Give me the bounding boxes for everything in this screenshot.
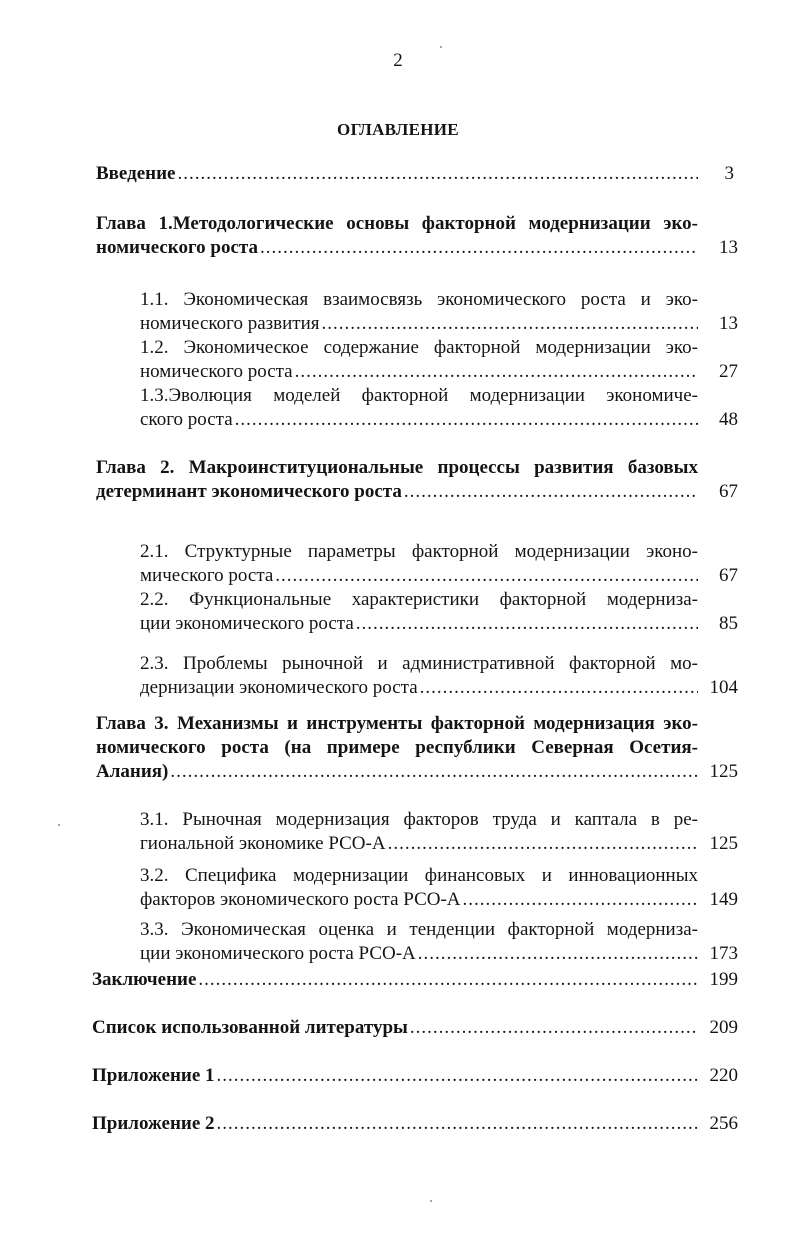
toc-page-number: 13 bbox=[719, 313, 738, 334]
toc-entry-title-line: мического роста bbox=[140, 565, 274, 586]
toc-entry-title-line: номического развития bbox=[140, 313, 320, 334]
toc-page-number: 125 bbox=[709, 833, 738, 854]
toc-entry-title-line: 1.3.Эволюция моделей факторной модернизации экономиче- bbox=[140, 385, 698, 406]
toc-entry-title-line: гиональной экономике РСО-А bbox=[140, 833, 386, 854]
toc-entry-title-line: ского роста bbox=[140, 409, 233, 430]
toc-entry-title-line: Глава 3. Механизмы и инструменты факторной модернизация эко- bbox=[96, 713, 698, 734]
toc-page-number: 104 bbox=[709, 677, 738, 698]
toc-entry-title-line: 3.2. Специфика модернизации финансовых и инновационных bbox=[140, 865, 698, 886]
toc-page-number: 220 bbox=[709, 1065, 738, 1086]
toc-page-number: 48 bbox=[719, 409, 738, 430]
toc-page-number: 13 bbox=[719, 237, 738, 258]
toc-entry-title-line: Алания) bbox=[96, 761, 169, 782]
toc-title: ОГЛАВЛЕНИЕ bbox=[337, 120, 459, 139]
toc-entry-title-line: 2.2. Функциональные характеристики факторной модерниза- bbox=[140, 589, 698, 610]
toc-page-number: 85 bbox=[719, 613, 738, 634]
toc-page-number: 149 bbox=[709, 889, 738, 910]
toc-entry-title: Приложение 2 bbox=[92, 1113, 215, 1134]
toc-page-number: 27 bbox=[719, 361, 738, 382]
toc-entry-title: Введение bbox=[96, 163, 176, 184]
toc-entry-title: Заключение bbox=[92, 969, 197, 990]
scan-speck bbox=[430, 1200, 432, 1202]
toc-entry-title-line: ции экономического роста РСО-А bbox=[140, 943, 416, 964]
scan-speck bbox=[58, 824, 60, 826]
toc-entry-title-line: номического роста bbox=[140, 361, 293, 382]
toc-page-number: 125 bbox=[709, 761, 738, 782]
toc-entry-title-line: дернизации экономического роста bbox=[140, 677, 418, 698]
toc-entry-title-line: 2.3. Проблемы рыночной и административной факторной мо- bbox=[140, 653, 698, 674]
toc-entry-title-line: Глава 1.Методологические основы факторной модернизации эко- bbox=[96, 213, 698, 234]
toc-page-number: 173 bbox=[709, 943, 738, 964]
toc-entry-title: Список использованной литературы bbox=[92, 1017, 408, 1038]
toc-page-number: 199 bbox=[709, 969, 738, 990]
toc-entry-title-line: 2.1. Структурные параметры факторной модернизации эконо- bbox=[140, 541, 698, 562]
toc-entry-title-line: 3.3. Экономическая оценка и тенденции факторной модерниза- bbox=[140, 919, 698, 940]
toc-entry-title-line: ции экономического роста bbox=[140, 613, 354, 634]
toc-page-number: 3 bbox=[724, 163, 734, 184]
toc-entry-title-line: 3.1. Рыночная модернизация факторов труда и каптала в ре- bbox=[140, 809, 698, 830]
page-number: 2 bbox=[393, 50, 403, 71]
toc-page-number: 67 bbox=[719, 565, 738, 586]
toc-entry-title-line: номического роста (на примере республики Северная Осетия- bbox=[96, 737, 698, 758]
toc-entry-title-line: 1.2. Экономическое содержание факторной модернизации эко- bbox=[140, 337, 698, 358]
toc-page-number: 256 bbox=[709, 1113, 738, 1134]
toc-entry-title: Приложение 1 bbox=[92, 1065, 215, 1086]
toc-page-number: 209 bbox=[709, 1017, 738, 1038]
toc-entry-title-line: номического роста bbox=[96, 237, 258, 258]
toc-page-number: 67 bbox=[719, 481, 738, 502]
scan-speck bbox=[440, 46, 442, 48]
toc-entry-title-line: 1.1. Экономическая взаимосвязь экономического роста и эко- bbox=[140, 289, 698, 310]
toc-entry-title-line: Глава 2. Макроинституциональные процессы развития базовых bbox=[96, 457, 698, 478]
toc-entry-title-line: детерминант экономического роста bbox=[96, 481, 402, 502]
toc-entry-title-line: факторов экономического роста РСО-А bbox=[140, 889, 461, 910]
